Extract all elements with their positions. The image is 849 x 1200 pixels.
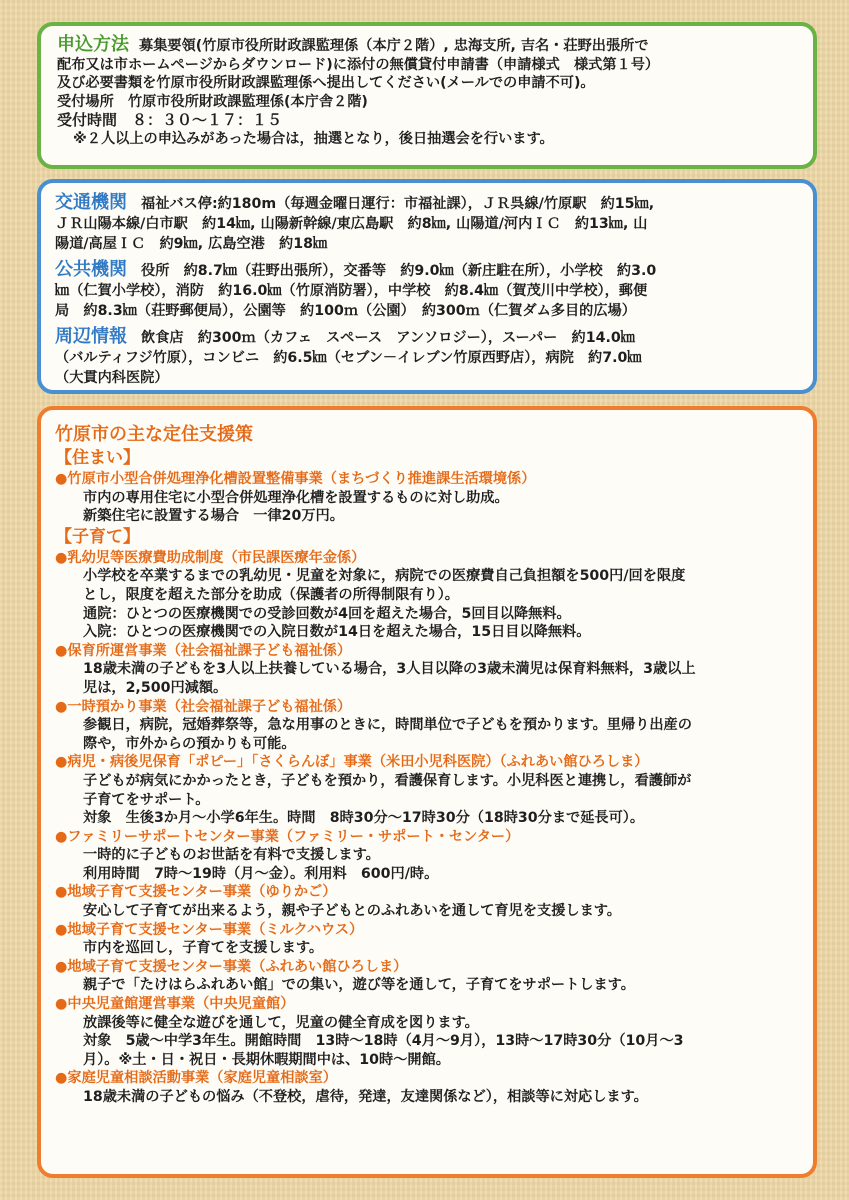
support-title: 竹原市の主な定住支援策	[55, 424, 253, 445]
transport-heading: 交通機関	[55, 192, 127, 213]
category-childcare: 【子育て】	[55, 526, 140, 547]
item-temp-care-title: ●一時預かり事業（社会福祉課子ども福祉係）	[55, 698, 352, 715]
item-medical-desc-4: 入院：ひとつの医療機関での入院日数が14日を超えた場合，15日目以降無料。	[83, 624, 591, 641]
application-heading: 申込方法	[57, 34, 129, 55]
nearby-line-1: 周辺情報 飲食店 約300ｍ（カフェ スペース アンソロジー），スーパー 約14.0㎞	[55, 326, 635, 347]
category-housing: 【住まい】	[55, 448, 140, 468]
public-line-1: 公共機関 役所 約8.7㎞（荘野出張所），交番等 約9.0㎞（新庄駐在所），小学校 約3.0	[55, 259, 657, 280]
access-section	[37, 179, 817, 394]
application-section	[37, 22, 817, 169]
item-family-support-title: ●ファミリーサポートセンター事業（ファミリー・サポート・センター）	[55, 828, 520, 845]
item-sick-care-title: ●病児・病後児保育「ポピー」「さくらんぼ」事業（米田小児科医院）（ふれあい館ひろしま）	[55, 754, 649, 771]
item-milkhouse-title: ●地域子育て支援センター事業（ミルクハウス）	[55, 921, 364, 938]
item-yurikago-title: ●地域子育て支援センター事業（ゆりかご）	[55, 884, 337, 901]
transport-line-1: 交通機関 福祉バス停:約180m（毎週金曜日運行：市福祉課），ＪＲ呉線/竹原駅 約15㎞,	[55, 192, 655, 213]
item-consult-desc: 18歳未満の子どもの悩み（不登校，虐待，発達，友達関係など），相談等に対応します。	[83, 1089, 648, 1105]
nearby-line-3: （大貫内科医院）	[55, 370, 169, 386]
support-section	[37, 406, 817, 1178]
item-septic-desc-2: 新築住宅に設置する場合 一律20万円。	[83, 508, 344, 525]
transport-line-2: ＪＲ山陽本線/白市駅 約14㎞, 山陽新幹線/東広島駅 約8㎞, 山陽道/河内ＩＣ 約13㎞, 山	[55, 216, 648, 232]
reception-hours: 受付時間 ８：３０～１７：１５	[57, 111, 283, 130]
nearby-heading: 周辺情報	[55, 326, 127, 347]
item-fureai-desc: 親子で「たけはらふれあい館」での集い，遊び等を通して，子育てをサポートします。	[83, 977, 635, 994]
item-jidokan-desc-2: 対象 5歳～中学3年生。開館時間 13時～18時（4月～9月），13時～17時30分（10月～3	[83, 1033, 684, 1050]
item-milkhouse-desc: 市内を巡回し，子育てを支援します。	[83, 940, 324, 957]
item-sick-care-desc-3: 対象 生後3か月～小学6年生。時間 8時30分～17時30分（18時30分まで延長可）。	[83, 810, 645, 827]
application-line-3: 及び必要書類を竹原市役所財政課監理係へ提出してください(メールでの申請不可)。	[57, 75, 595, 92]
item-fureai-title: ●地域子育て支援センター事業（ふれあい館ひろしま）	[55, 958, 408, 975]
item-family-support-desc-2: 利用時間 7時～19時（月～金）。利用料 600円/時。	[83, 865, 439, 882]
item-septic-title: ●竹原市小型合併処理浄化槽設置整備事業（まちづくり推進課生活環境係）	[55, 471, 536, 487]
item-consult-title: ●家庭児童相談活動事業（家庭児童相談室）	[55, 1070, 337, 1087]
item-medical-desc-1: 小学校を卒業するまでの乳幼児・児童を対象に，病院での医療費自己負担額を500円/回を限度	[83, 568, 686, 585]
public-line-2: ㎞（仁賀小学校），消防 約16.0㎞（竹原消防署），中学校 約8.4㎞（賀茂川中学校），郵便	[55, 283, 648, 299]
item-temp-care-desc-2: 際や，市外からの預かりも可能。	[83, 735, 296, 752]
item-temp-care-desc-1: 参観日，病院，冠婚葬祭等，急な用事のときに，時間単位で子どもを預かります。里帰り出産の	[83, 717, 692, 734]
item-jidokan-desc-3: 月）。※土・日・祝日・長期休暇期間中は、10時～開館。	[83, 1051, 450, 1068]
nearby-line-2: （バルティフジ竹原），コンビニ 約6.5㎞（セブン－イレブン竹原西野店），病院 約7.0㎞	[55, 350, 642, 366]
item-nursery-title: ●保育所運営事業（社会福祉課子ども福祉係）	[55, 642, 352, 659]
item-family-support-desc-1: 一時的に子どものお世話を有料で支援します。	[83, 847, 380, 864]
transport-line-3: 陽道/高屋ＩＣ 約9㎞, 広島空港 約18㎞	[55, 236, 328, 252]
public-line-3: 局 約8.3㎞（荘野郵便局），公園等 約100ｍ（公園） 約300ｍ（仁賀ダム多目的広場）	[55, 303, 636, 319]
item-sick-care-desc-1: 子どもが病気にかかったとき，子どもを預かり，看護保育します。小児科医と連携し，看護師が	[83, 772, 692, 789]
item-medical-title: ●乳幼児等医療費助成制度（市民課医療年金係）	[55, 549, 366, 566]
lottery-note: ※２人以上の申込みがあった場合は，抽選となり，後日抽選会を行います。	[73, 130, 554, 147]
item-medical-desc-3: 通院：ひとつの医療機関での受診回数が4回を超えた場合，5回目以降無料。	[83, 605, 571, 622]
item-septic-desc-1: 市内の専用住宅に小型合併処理浄化槽を設置するものに対し助成。	[83, 489, 509, 506]
item-nursery-desc-1: 18歳未満の子どもを3人以上扶養している場合，3人目以降の3歳未満児は保育料無料，3歳以上	[83, 661, 696, 678]
application-line-1: 申込方法 募集要領(竹原市役所財政課監理係（本庁２階）, 忠海支所, 吉名・荘野出張所で	[57, 34, 649, 55]
item-jidokan-desc-1: 放課後等に健全な遊びを通して，児童の健全育成を図ります。	[83, 1014, 479, 1031]
public-heading: 公共機関	[55, 259, 127, 280]
item-yurikago-desc: 安心して子育てが出来るよう，親や子どもとのふれあいを通して育児を支援します。	[83, 903, 621, 920]
item-sick-care-desc-2: 子育てをサポート。	[83, 791, 210, 808]
application-line-2: 配布又は市ホームページからダウンロード)に添付の無償貸付申請書（申請様式 様式第１号）	[57, 56, 660, 73]
item-medical-desc-2: とし，限度を超えた部分を助成（保護者の所得制限有り）。	[83, 586, 459, 603]
item-nursery-desc-2: 児は，2,500円減額。	[83, 679, 228, 696]
item-jidokan-title: ●中央児童館運営事業（中央児童館）	[55, 996, 295, 1013]
reception-place: 受付場所 竹原市役所財政課監理係(本庁舎２階)	[57, 93, 368, 110]
